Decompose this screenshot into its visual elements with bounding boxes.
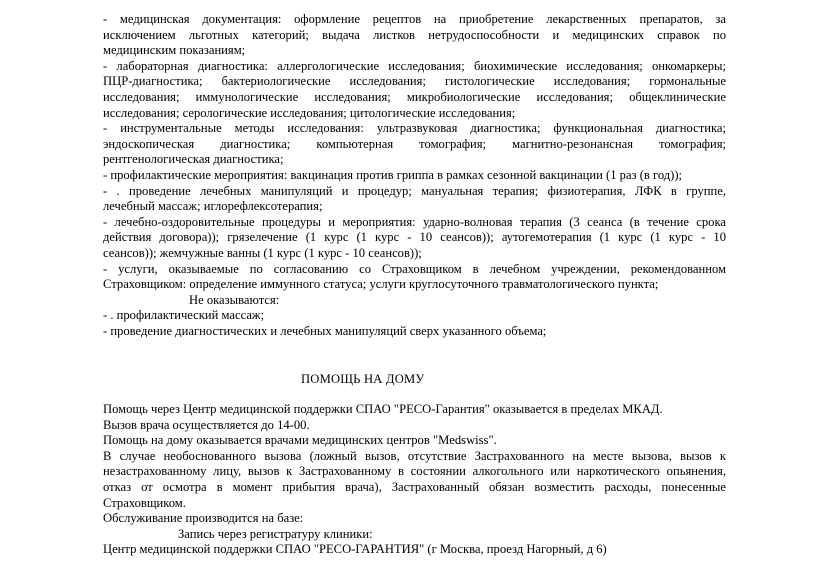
- service-line: - профилактические мероприятия: вакцинация против гриппа в рамках сезонной вакцинации (1 раз (в год));: [103, 167, 683, 182]
- home-help-heading: ПОМОЩЬ НА ДОМУ: [301, 372, 425, 386]
- not-provided-heading: Не оказываются:: [189, 292, 280, 307]
- home-help-line: Обслуживание производится на базе:: [103, 511, 304, 526]
- service-line: эндоскопическая диагностика; компьютерная томография; магнитно-резонансная томография;: [103, 136, 726, 151]
- service-line: медицинским показаниям;: [103, 43, 246, 58]
- service-line: исключением льготных категорий; выдача листков нетрудоспособности и медицинских справок по: [103, 27, 726, 42]
- not-provided-item: - . профилактический массаж;: [103, 308, 265, 323]
- registration-note: Запись через регистратуру клиники:: [178, 526, 373, 541]
- service-line: рентгенологическая диагностика;: [103, 152, 284, 167]
- home-help-line: В случае необоснованного вызова (ложный вызов, отсутствие Застрахованного на месте вызова, вызов к: [103, 448, 726, 463]
- home-help-line: Помощь на дому оказывается врачами медицинских центров "Medswiss".: [103, 433, 497, 448]
- service-line: - лабораторная диагностика: аллергологические исследования; биохимические исследования; онкомаркеры;: [103, 58, 726, 73]
- home-help-line: Вызов врача осуществляется до 14-00.: [103, 417, 310, 432]
- home-help-line: отказ от осмотра в момент прибытия врача), Застрахованный обязан возместить расходы, понесенные: [103, 479, 726, 494]
- not-provided-item: - проведение диагностических и лечебных манипуляций сверх указанного объема;: [103, 323, 547, 338]
- home-help-section: [103, 402, 726, 558]
- service-line: - медицинская документация: оформление рецептов на приобретение лекарственных препаратов, за: [103, 12, 726, 26]
- home-help-line: Страховщиком.: [103, 495, 186, 510]
- service-line: - . проведение лечебных манипуляций и процедур; мануальная терапия; физиотерапия, ЛФК в группе,: [103, 183, 726, 198]
- service-line: исследования; серологические исследования; цитологические исследования;: [103, 105, 516, 120]
- services-list: [103, 12, 726, 339]
- service-line: Страховщиком: определение иммунного статуса; услуги круглосуточного травматологического пункта;: [103, 277, 659, 292]
- home-help-line: незастрахованному лицу, вызов к Застрахованному в состоянии алкогольного или наркотического опьянения,: [103, 464, 726, 479]
- service-line: сеансов)); жемчужные ванны (1 курс (1 курс - 10 сеансов));: [103, 245, 422, 260]
- service-line: действия договора)); грязелечение (1 курс (1 курс - 10 сеансов)); аутогемотерапия (1 курс (1 курс - 10: [103, 230, 726, 245]
- service-line: - инструментальные методы исследования: ультразвуковая диагностика; функциональная диагностика;: [103, 121, 726, 136]
- service-line: - услуги, оказываемые по согласованию со Страховщиком в лечебном учреждении, рекомендованном: [103, 261, 726, 276]
- service-line: ПЦР-диагностика; бактериологические исследования; гистологические исследования; гормональные: [103, 74, 726, 89]
- service-line: исследования; иммунологические исследования; микробиологические исследования; общеклинические: [103, 89, 726, 104]
- home-help-line: Помощь через Центр медицинской поддержки СПАО "РЕСО-Гарантия" оказывается в пределах МКАД.: [103, 402, 663, 416]
- service-line: - лечебно-оздоровительные процедуры и мероприятия: ударно-волновая терапия (3 сеанса (в течение срока: [103, 214, 726, 229]
- medical-center-address: Центр медицинской поддержки СПАО "РЕСО-ГАРАНТИЯ" (г Москва, проезд Нагорный, д 6): [103, 542, 607, 557]
- service-line: лечебный массаж; иглорефлексотерапия;: [103, 199, 323, 214]
